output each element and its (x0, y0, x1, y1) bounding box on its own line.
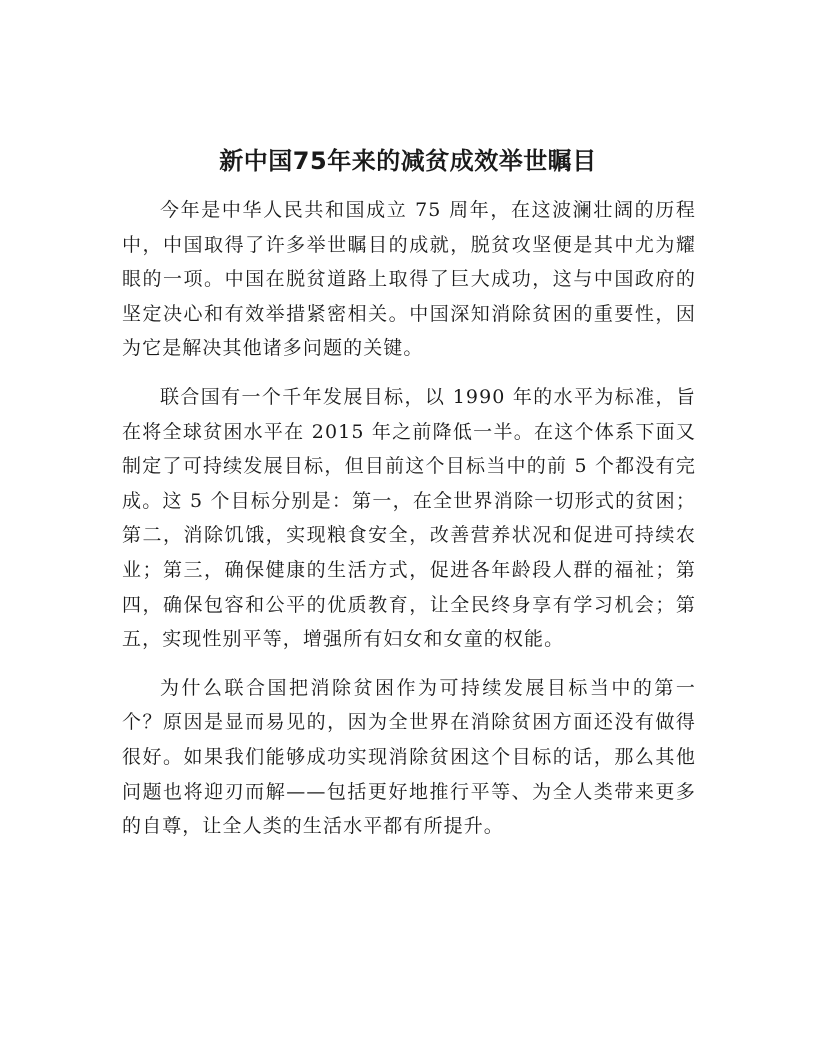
paragraph-2: 联合国有一个千年发展目标，以 1990 年的水平为标准，旨在将全球贫困水平在 2015 年之前降低一半。在这个体系下面又制定了可持续发展目标，但目前这个目标当中的前 5 个都没有完成。这 5 个目标分别是：第一，在全世界消除一切形式的贫困；第二，消除饥饿，实现粮食安全，改善营养状况和促进可持续农业；第三，确保健康的生活方式，促进各年龄段人群的福祉；第四，确保包容和公平的优质教育，让全民终身享有学习机会；第五，实现性别平等，增强所有妇女和女童的权能。 (122, 385, 696, 651)
document-title: 新中国75年来的减贫成效举世瞩目 (219, 147, 597, 175)
paragraph-1: 今年是中华人民共和国成立 75 周年，在这波澜壮阔的历程中，中国取得了许多举世瞩目的成就，脱贫攻坚便是其中尤为耀眼的一项。中国在脱贫道路上取得了巨大成功，这与中国政府的坚定决心和有效举措紧密相关。中国深知消除贫困的重要性，因为它是解决其他诸多问题的关键。 (122, 199, 696, 360)
paragraph-3: 为什么联合国把消除贫困作为可持续发展目标当中的第一个？原因是显而易见的，因为全世界在消除贫困方面还没有做得很好。如果我们能够成功实现消除贫困这个目标的话，那么其他问题也将迎刃而解——包括更好地推行平等、为全人类带来更多的自尊，让全人类的生活水平都有所提升。 (122, 676, 696, 838)
document-body (122, 193, 696, 858)
